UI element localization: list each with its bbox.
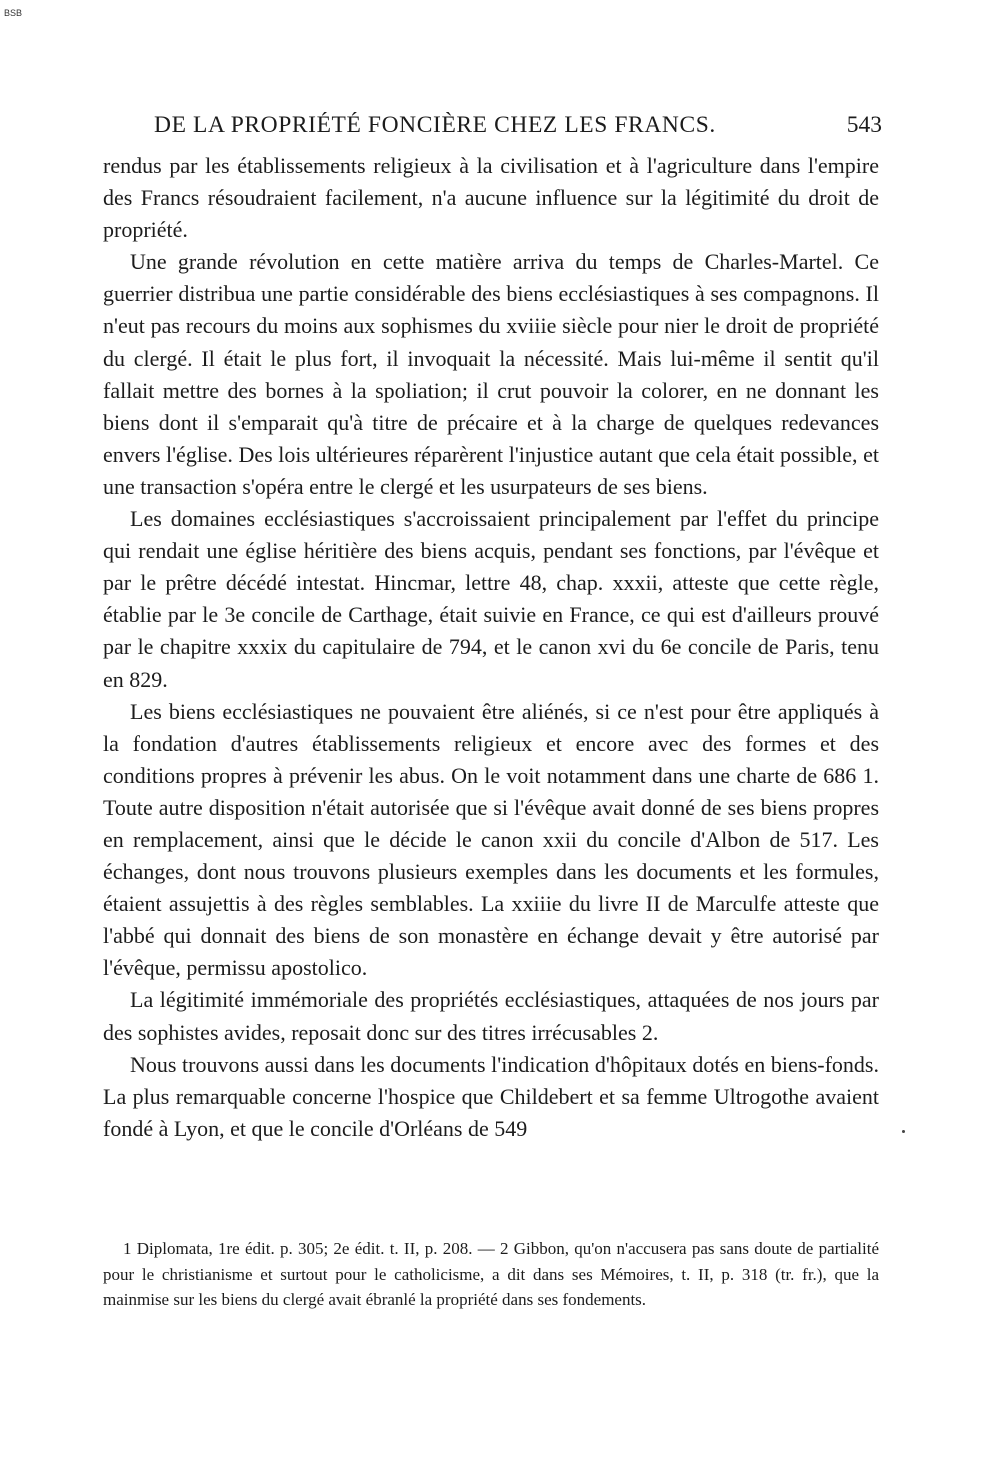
paragraph: La légitimité immémoriale des propriétés ecclésiastiques, attaquées de nos jours par des sophistes avides, reposait donc sur des titres irrécusables 2. bbox=[103, 987, 879, 1045]
paragraph: Les domaines ecclésiastiques s'accroissaient principalement par l'effet du principe qui rendait une église héritière des biens acquis, pendant ses fonctions, par l'évêque et par le prêtre décédé intestat. Hincmar, lettre 48, chap. xxxii, atteste que cette règle, établie par le 3e concile de Carthage, était suivie en France, ce qui est d'ailleurs prouvé par le chapitre xxxix du capitulaire de 794, et le canon xvi du 6e concile de Paris, tenu en 829. bbox=[103, 506, 879, 692]
paragraph: Les biens ecclésiastiques ne pouvaient être aliénés, si ce n'est pour être appliqués à la fondation d'autres établissements religieux et encore avec des formes et des conditions propres à prévenir les abus. On le voit notamment dans une charte de 686 1. Toute autre disposition n'était autorisée que si l'évêque avait donné de ses biens propres en remplacement, ainsi que le décide le canon xxii du concile d'Albon de 517. Les échanges, dont nous trouvons plusieurs exemples dans les documents et les formules, étaient assujettis à des règles semblables. La xxiiie du livre II de Marculfe atteste que l'abbé qui donnait des biens de son monastère en échange devait y être autorisé par l'évêque, permissu apostolico. bbox=[103, 698, 879, 981]
main-text bbox=[103, 150, 879, 1145]
footnotes bbox=[103, 1236, 879, 1313]
page-number: 543 bbox=[846, 112, 882, 138]
footnote: 1 Diplomata, 1re édit. p. 305; 2e édit. t. II, p. 208. — 2 Gibbon, qu'on n'accusera pas sans doute de partialité pour le christianisme et surtout pour le catholicisme, a dit dans ses Mémoires, t. II, p. 318 (tr. fr.), que la mainmise sur les biens du clergé avait ébranlé la propriété dans ses fondements. bbox=[103, 1239, 879, 1309]
running-header bbox=[154, 112, 884, 144]
paragraph: Nous trouvons aussi dans les documents l'indication d'hôpitaux dotés en biens-fonds. La plus remarquable concerne l'hospice que Childebert et sa femme Ultrogothe avaient fondé à Lyon, et que le concile d'Orléans de 549 bbox=[103, 1051, 879, 1141]
paragraph: rendus par les établissements religieux à la civilisation et à l'agriculture dans l'empire des Francs résoudraient facilement, n'a aucune influence sur la légitimité du droit de propriété. bbox=[103, 153, 879, 243]
margin-mark bbox=[902, 1130, 905, 1133]
running-title: DE LA PROPRIÉTÉ FONCIÈRE CHEZ LES FRANCS. bbox=[154, 112, 716, 138]
paragraph: Une grande révolution en cette matière arriva du temps de Charles-Martel. Ce guerrier distribua une partie considérable des biens ecclésiastiques à ses compagnons. Il n'eut pas recours du moins aux sophismes du xviiie siècle pour nier le droit de propriété du clergé. Il était le plus fort, il invoquait la nécessité. Mais lui-même il sentit qu'il fallait mettre des bornes à la spoliation; il crut pouvoir la colorer, en ne donnant les biens dont il s'emparait qu'à titre de précaire et à la charge de quelques redevances envers l'église. Des lois ultérieures réparèrent l'injustice autant que cela était possible, et une transaction s'opéra entre le clergé et les usurpateurs de ses biens. bbox=[103, 249, 879, 499]
library-stamp: BSB bbox=[4, 8, 23, 18]
